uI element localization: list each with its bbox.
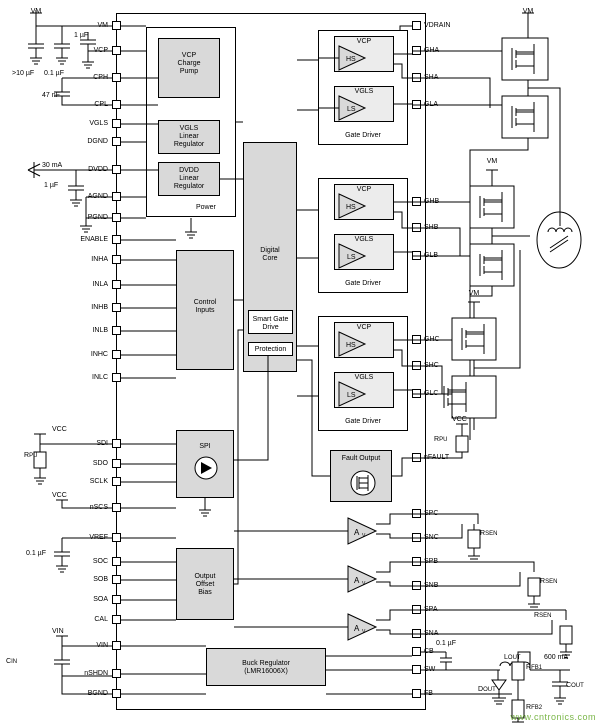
control-inputs-label: Control Inputs: [193, 299, 217, 315]
ext-label-vcc-spi: VCC: [52, 426, 67, 433]
ext-label-vm-topright: VM: [522, 8, 534, 15]
pin-label-shb: SHB: [424, 224, 439, 231]
pin-label-snc: SNC: [424, 534, 439, 541]
pin-label-inla: INLA: [92, 281, 108, 288]
ext-label-cap-01uf: 0.1 µF: [44, 70, 64, 77]
gate-driver-a-label: Gate Driver: [345, 132, 381, 139]
ext-label-cap-1uf-vcp: 1 µF: [74, 32, 89, 39]
ext-label-vm-phaseb: VM: [486, 158, 498, 165]
ext-label-cout: COUT: [566, 682, 584, 689]
gate-driver-c-label: Gate Driver: [345, 418, 381, 425]
pin-label-nscs: nSCS: [89, 504, 108, 511]
ext-label-vm-topleft: VM: [30, 8, 42, 15]
gate-driver-b-vgls-label: VGLS: [354, 236, 374, 243]
digital-core-label: Digital Core: [260, 247, 280, 263]
svg-text:A: A: [354, 528, 360, 537]
ext-label-cap-47nf: 47 nF: [42, 92, 60, 99]
ext-label-vin-supply: VIN: [52, 628, 64, 635]
pin-label-inhc: INHC: [90, 351, 108, 358]
dvdd-regulator-label: DVDD Linear Regulator: [173, 167, 205, 191]
gate-driver-a-vcp-label: VCP: [356, 38, 372, 45]
pin-label-inlc: INLC: [92, 374, 108, 381]
gate-driver-c-vcp-label: VCP: [356, 324, 372, 331]
pin-label-inlb: INLB: [92, 327, 108, 334]
ext-label-cin: CIN: [6, 658, 18, 665]
pin-label-sha: SHA: [424, 74, 439, 81]
fault-output-label: Fault Output: [341, 455, 381, 462]
pin-label-vgls: VGLS: [89, 120, 108, 127]
ext-label-30ma: 30 mA: [42, 162, 63, 169]
spi-label: SPI: [199, 443, 211, 450]
pin-label-sw: SW: [424, 666, 436, 673]
pin-label-nfault: nFAULT: [424, 454, 450, 461]
pin-label-shc: SHC: [424, 362, 439, 369]
ext-label-rsen-b: RSEN: [540, 578, 558, 585]
pin-label-glc: GLC: [424, 390, 439, 397]
output-offset-bias-label: Output Offset Bias: [194, 573, 216, 597]
ext-label-rsen-c: RSEN: [480, 530, 498, 537]
gate-driver-c-vgls-label: VGLS: [354, 374, 374, 381]
svg-text:LS: LS: [347, 392, 356, 399]
pin-label-vin: VIN: [96, 642, 108, 649]
ext-label-rfb2: RFB2: [526, 704, 543, 711]
pin-label-vcp: VCP: [93, 47, 108, 54]
pin-label-vdrain: VDRAIN: [424, 22, 451, 29]
pin-label-pgnd: PGND: [87, 214, 108, 221]
power-label: Power: [196, 204, 216, 211]
gate-driver-b-vcp-label: VCP: [356, 186, 372, 193]
svg-text:V: V: [362, 581, 366, 587]
vgls-regulator-label: VGLS Linear Regulator: [173, 125, 205, 149]
svg-text:HS: HS: [346, 56, 356, 63]
pin-label-ghb: GHB: [424, 198, 440, 205]
buck-regulator-label: Buck Regulator (LMR16006X): [242, 660, 290, 676]
watermark: www.cntronics.com: [510, 712, 596, 722]
ext-label-vm-phasec: VM: [468, 290, 480, 297]
svg-text:A: A: [354, 576, 360, 585]
pin-label-sob: SOB: [93, 576, 108, 583]
pin-label-spa: SPA: [424, 606, 438, 613]
pin-label-vm: VM: [97, 22, 108, 29]
svg-text:V: V: [362, 629, 366, 635]
pin-label-inhb: INHB: [91, 304, 108, 311]
pin-label-soa: SOA: [93, 596, 108, 603]
ext-label-iout: 600 mA: [544, 654, 569, 661]
pin-label-cpl: CPL: [94, 101, 108, 108]
pin-label-fb: FB: [424, 690, 433, 697]
vcp-charge-pump-label: VCP Charge Pump: [177, 52, 201, 76]
pin-label-spb: SPB: [424, 558, 439, 565]
ext-label-rfb1: RFB1: [526, 664, 543, 671]
pin-label-vref: VREF: [89, 534, 108, 541]
ext-label-rpu-spi: RPU: [24, 452, 38, 459]
pin-label-cal: CAL: [94, 616, 108, 623]
svg-text:LS: LS: [347, 106, 356, 113]
ext-label-dout: DOUT: [478, 686, 496, 693]
ext-label-cap-1uf-dvdd: 1 µF: [44, 182, 59, 189]
pin-label-gha: GHA: [424, 47, 440, 54]
ext-label-cap-01uf-vref: 0.1 µF: [26, 550, 46, 557]
pin-label-inha: INHA: [91, 256, 108, 263]
ext-label-vcc-fault: VCC: [452, 416, 467, 423]
pin-label-ghc: GHC: [424, 336, 440, 343]
pin-label-sclk: SCLK: [89, 478, 108, 485]
pin-label-dgnd: DGND: [87, 138, 108, 145]
pin-label-spc: SPC: [424, 510, 439, 517]
pin-label-glb: GLB: [424, 252, 439, 259]
pin-label-sdi: SDI: [96, 440, 108, 447]
pin-label-agnd: AGND: [87, 193, 108, 200]
pin-label-cph: CPH: [93, 74, 108, 81]
ext-label-rpu-fault: RPU: [434, 436, 448, 443]
smart-gate-drive-label: Smart Gate Drive: [252, 316, 289, 332]
svg-text:LS: LS: [347, 254, 356, 261]
svg-text:A: A: [354, 624, 360, 633]
pin-label-sna: SNA: [424, 630, 439, 637]
pin-label-sdo: SDO: [92, 460, 108, 467]
svg-text:HS: HS: [346, 342, 356, 349]
ext-label-cap-10uf: >10 µF: [12, 70, 35, 77]
pin-label-soc: SOC: [92, 558, 108, 565]
pin-label-nshdn: nSHDN: [84, 670, 108, 677]
protection-label: Protection: [254, 346, 287, 353]
pin-label-bgnd: BGND: [87, 690, 108, 697]
ext-label-lout: LOUT: [504, 654, 521, 661]
ext-label-cb-cap: 0.1 µF: [436, 640, 456, 647]
svg-text:HS: HS: [346, 204, 356, 211]
ext-label-rsen-a: RSEN: [534, 612, 552, 619]
svg-text:V: V: [362, 533, 366, 539]
pin-label-gla: GLA: [424, 101, 439, 108]
pin-label-cb: CB: [424, 648, 434, 655]
pin-label-dvdd: DVDD: [88, 166, 108, 173]
gate-driver-a-vgls-label: VGLS: [354, 88, 374, 95]
gate-driver-b-label: Gate Driver: [345, 280, 381, 287]
pin-label-snb: SNB: [424, 582, 439, 589]
ext-label-vcc-scs: VCC: [52, 492, 67, 499]
pin-label-enable: ENABLE: [80, 236, 108, 243]
